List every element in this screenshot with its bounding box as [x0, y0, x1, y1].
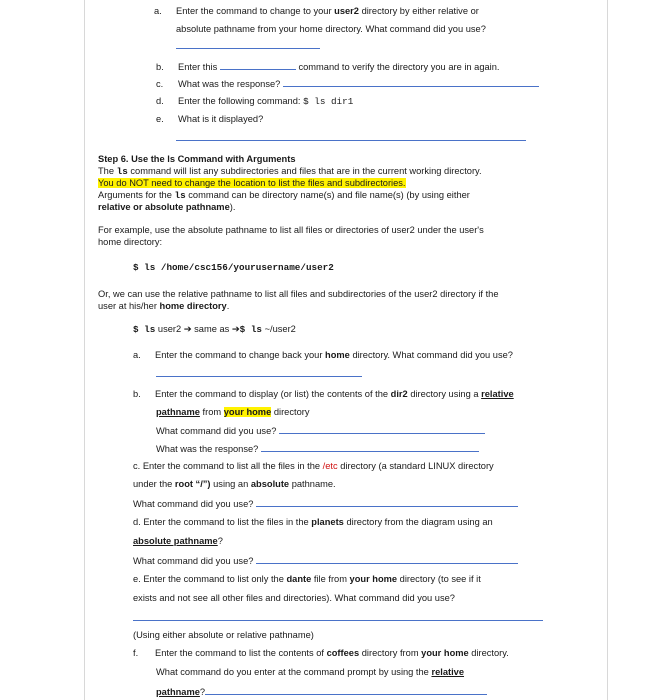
- relative-path-command: $ ls user2 ➔ same as ➔$ ls ~/user2: [133, 324, 296, 335]
- answer-blank-question-c[interactable]: [256, 497, 518, 507]
- question-c-line2: under the root “/”) using an absolute pathname.: [133, 479, 336, 489]
- part-a-line2: absolute pathname from your home directory. What command did you use?: [176, 24, 486, 34]
- question-a-line: a. Enter the command to change back your home directory. What command did you use?: [133, 350, 513, 360]
- question-b-line4: What was the response?: [156, 442, 479, 455]
- step6-heading: Step 6. Use the ls Command with Arguments: [98, 154, 296, 164]
- question-c-line3: What command did you use?: [133, 497, 518, 510]
- answer-line-question-a[interactable]: [156, 376, 362, 377]
- question-f-line1: f. Enter the command to list the contents of coffees directory from your home directory.: [133, 648, 509, 658]
- page-left-edge: [84, 0, 85, 700]
- question-e-line1: e. Enter the command to list only the dante file from your home directory (to see if it: [133, 574, 481, 584]
- question-f-line2: What command do you enter at the command prompt by using the relative: [156, 667, 465, 677]
- question-f-preamble: (Using either absolute or relative pathname): [133, 630, 314, 640]
- answer-blank-question-b-response[interactable]: [261, 442, 479, 452]
- answer-line-question-e[interactable]: [133, 620, 543, 621]
- relative-text-line2: user at his/her home directory.: [98, 301, 230, 311]
- answer-blank-part-b[interactable]: [220, 60, 296, 70]
- part-d-line: d. Enter the following command: $ ls dir1: [156, 96, 354, 107]
- answer-line-part-e[interactable]: [176, 140, 526, 141]
- step6-paragraph2-line2: relative or absolute pathname).: [98, 202, 236, 212]
- absolute-path-command: $ ls /home/csc156/yourusername/user2: [133, 262, 334, 273]
- part-e-line: e. What is it displayed?: [156, 114, 264, 124]
- answer-line-part-a[interactable]: [176, 48, 320, 49]
- question-b-line1: b. Enter the command to display (or list) the contents of the dir2 directory using a relative: [133, 389, 514, 399]
- question-e-line2: exists and not see all other files and directories). What command did you use?: [133, 593, 455, 603]
- example-text-line2: home directory:: [98, 237, 163, 247]
- question-b-line3: What command did you use?: [156, 424, 485, 437]
- page-right-edge: [607, 0, 608, 700]
- step6-highlight-note: You do NOT need to change the location to list the files and subdirectories.: [98, 178, 406, 188]
- answer-blank-question-f[interactable]: [205, 685, 487, 695]
- question-d-line2: absolute pathname?: [133, 536, 223, 546]
- example-text-line1: For example, use the absolute pathname to list all files or directories of user2 under the user's: [98, 225, 484, 235]
- question-d-line1: d. Enter the command to list the files in the planets directory from the diagram using an: [133, 517, 493, 527]
- part-a-line1: a. Enter the command to change to your user2 directory by either relative or: [154, 6, 479, 16]
- step6-paragraph1: The ls command will list any subdirectories and files that are in the current working directory.: [98, 166, 482, 177]
- question-c-line1: c. Enter the command to list all the files in the /etc directory (a standard LINUX directory: [133, 461, 494, 471]
- answer-blank-question-d[interactable]: [256, 554, 518, 564]
- question-b-line2: pathname from your home directory: [156, 407, 310, 417]
- step6-paragraph2: Arguments for the ls command can be directory name(s) and file name(s) (by using either: [98, 190, 470, 201]
- part-c-line: c. What was the response?: [156, 77, 539, 90]
- answer-blank-part-c[interactable]: [283, 77, 539, 87]
- question-f-line3: pathname?: [156, 685, 487, 698]
- question-d-line3: What command did you use?: [133, 554, 518, 567]
- answer-blank-question-b-command[interactable]: [279, 424, 485, 434]
- part-b-line: b. Enter this command to verify the directory you are in again.: [156, 62, 500, 72]
- relative-text-line1: Or, we can use the relative pathname to list all files and subdirectories of the user2 directory if the: [98, 289, 499, 299]
